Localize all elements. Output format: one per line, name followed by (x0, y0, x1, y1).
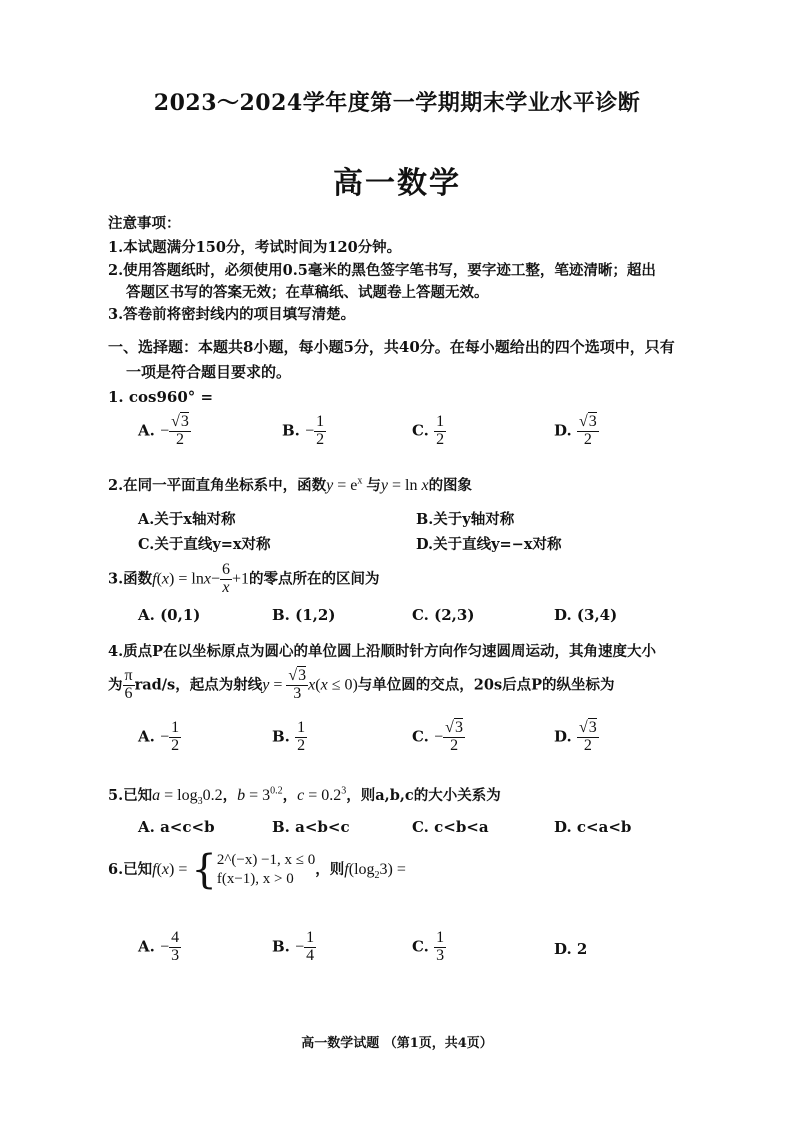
q6-option-d: D. 2 (554, 940, 588, 958)
note-item: 答题区书写的答案无效；在草稿纸、试题卷上答题无效。 (126, 284, 489, 301)
q2-option-b: B.关于y轴对称 (416, 511, 515, 528)
question-3-stem: 3.函数f(x) = lnx− $\frac{6}{x}$ +1的零点所在的区间为 (108, 561, 380, 596)
section-heading: 一、选择题：本题共8小题，每小题5分，共40分。在每小题给出的四个选项中，只有 (108, 338, 675, 356)
q2-option-a: A.关于x轴对称 (138, 511, 236, 528)
q4-option-d: D. $\frac{√3}{2}$ (554, 719, 597, 754)
q4-option-b: B. $\frac{1}{2}$ (272, 719, 306, 754)
question-5-stem: 5.已知$a = \log_30.2$，$b = 3^{0.2}$，$c = 0.2^3$，则a,b,c的大小关系为 (108, 785, 501, 808)
q6-option-b: B. − $\frac{1}{4}$ (272, 929, 315, 964)
question-4-stem: 4.质点P在以坐标原点为圆心的单位圆上沿顺时针方向作匀速圆周运动，其角速度大小 (108, 643, 657, 660)
question-1-stem: 1. cos960° = (108, 388, 214, 406)
question-2-stem: 2.在同一平面直角坐标系中，函数$y = e^x$ 与y = ln x的图象 (108, 475, 473, 494)
note-item: 2.使用答题纸时，必须使用0.5毫米的黑色签字笔书写，要字迹工整，笔迹清晰；超出 (108, 262, 656, 279)
q1-option-d: D. $\frac{√3}{2}$ (554, 413, 597, 448)
q5-option-a: A. a<c<b (138, 818, 215, 836)
q3-option-a: A. (0,1) (138, 606, 201, 624)
q3-option-c: C. (2,3) (412, 606, 475, 624)
notes-heading: 注意事项： (108, 215, 181, 232)
note-item: 1.本试题满分150分，考试时间为120分钟。 (108, 239, 402, 256)
page-footer: 高一数学试题 （第1页，共4页） (301, 1036, 493, 1051)
question-6-stem: 6.已知f(x) = { 2^(−x) −1, x ≤ 0 f(x−1), x > 0 ，则$f(\log_23)$ = (108, 847, 406, 893)
q1-option-b: B. − $\frac{1}{2}$ (282, 413, 325, 448)
section-heading-cont: 一项是符合题目要求的。 (126, 363, 292, 381)
q1-option-c: C. $\frac{1}{2}$ (412, 413, 445, 448)
question-4-stem-cont: 为 $\frac{\pi}{6}$ rad/s，起点为射线y = $\frac{√3}{3}$ x(x ≤ 0)与单位圆的交点，20s后点P的纵坐标为 (108, 667, 615, 702)
q6-option-c: C. $\frac{1}{3}$ (412, 929, 445, 964)
q1-option-a: A. − $\frac{√3}{2}$ (138, 413, 189, 448)
q5-option-c: C. c<b<a (412, 818, 489, 836)
q4-option-c: C. − $\frac{√3}{2}$ (412, 719, 463, 754)
note-item: 3.答卷前将密封线内的项目填写清楚。 (108, 306, 356, 323)
q6-option-a: A. − $\frac{4}{3}$ (138, 929, 180, 964)
q2-option-d: D.关于直线y=−x对称 (416, 536, 562, 553)
q2-option-c: C.关于直线y=x对称 (138, 536, 271, 553)
q3-option-d: D. (3,4) (554, 606, 618, 624)
exam-title: 2023～2024学年度第一学期期末学业水平诊断 (153, 90, 641, 116)
q3-option-b: B. (1,2) (272, 606, 336, 624)
q5-option-d: D. c<a<b (554, 818, 632, 836)
q5-option-b: B. a<b<c (272, 818, 350, 836)
subject-title: 高一数学 (333, 166, 461, 201)
q4-option-a: A. − $\frac{1}{2}$ (138, 719, 180, 754)
